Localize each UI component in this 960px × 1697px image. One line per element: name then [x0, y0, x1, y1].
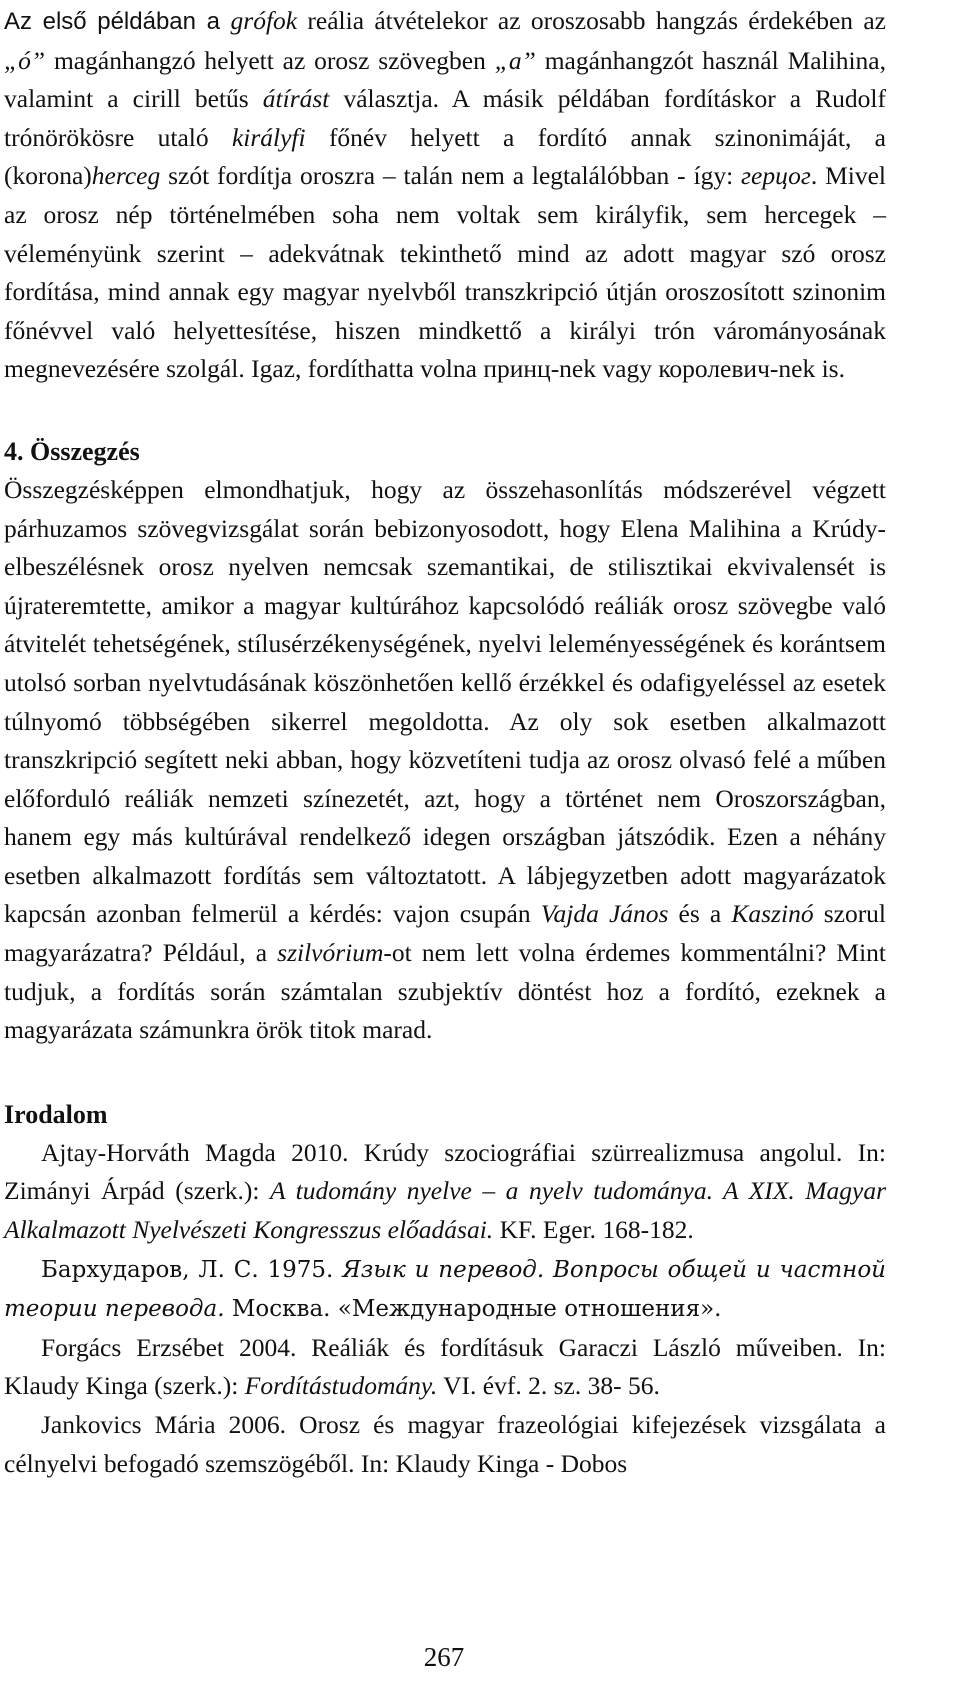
term-grofok: grófok	[230, 6, 298, 35]
intro-text: Igaz, fordíthatta volna	[244, 354, 484, 384]
intro-text: . Mivel az orosz nép történelmében soha nem voltak sem királyfik, sem hercegek – véleményünk szerint – adekvátnak tekinthető mind az adott magyar szó orosz fordítása, mind annak egy magyar nyelvből transzkripció útján oroszosított szinonim főnévvel való helyettesítése, hiszen mindkettő a királyi trón várományosának megnevezésére szolgál.	[4, 161, 886, 384]
intro-text: -nek vagy	[550, 354, 659, 384]
intro-text: magánhangzó helyett az orosz szövegben	[45, 45, 495, 75]
reference-title: Fordítástudomány.	[244, 1371, 438, 1401]
intro-text: -nek is.	[769, 354, 845, 384]
section-heading-summary: 4. Összegzés	[4, 436, 140, 466]
intro-text: főnév helyett a fordító annak szinonimáját, a (korona)	[4, 122, 886, 191]
term-korolevich: королевич	[658, 354, 770, 384]
intro-text: Az első példában a	[4, 8, 231, 35]
intro-text: magánhangzót használ Malihina, valamint a cirill betűs	[4, 45, 887, 114]
intro-text: reália átvételekor az oroszosabb hangzás érdekében az	[297, 6, 886, 35]
term-szilvorium: szilvórium	[277, 938, 384, 968]
summary-text: és a	[668, 899, 732, 929]
reference-text: Jankovics Mária 2006. Orosz és magyar frazeológiai kifejezések vizsgálata a célnyelvi befogadó szemszögéből. In: Klaudy Kinga - Dobos	[4, 1410, 886, 1478]
summary-text: szorul magyarázatra? Például, a	[4, 899, 887, 968]
reference-text: VI. évf. 2. sz. 38- 56.	[437, 1371, 660, 1401]
term-vajda-janos: Vajda János	[540, 899, 669, 929]
reference-text: KF. Eger. 168-182.	[493, 1215, 694, 1245]
summary-text: Összegzésképpen elmondhatjuk, hogy az összehasonlítás módszerével végzett párhuzamos szövegvizsgálat során bebizonyosodott, hogy Elena Malihina a Krúdy-elbeszélésnek orosz nyelven nemcsak szemantikai, de stilisztikai ekvivalensét is újrateremtette, amikor a magyar kultúrához kapcsolódó reáliák orosz szövegbe való átvitelét tehetségének, stílusérzékenységének, nyelvi leleményességének és korántsem utolsó sorban nyelvtudásának köszönhetően kellő érzékkel és odafigyeléssel az esetek túlnyomó többségében sikerrel megoldotta. Az oly sok esetben alkalmazott transzkripció segített neki abban, hogy közvetíteni tudja az orosz olvasó felé a műben előforduló reáliák nemzeti színezetét, azt, hogy a történet nem Oroszországban, hanem egy más kultúrával rendelkező idegen országban játszódik. Ezen a néhány esetben alkalmazott fordítás sem változtatott. A lábjegyzetben adott magyarázatok kapcsán azonban felmerül a kérdés: vajon csupán	[4, 474, 886, 929]
term-princ: принц	[483, 354, 551, 384]
summary-paragraph	[4, 471, 886, 1050]
term-atirast: átírást	[262, 84, 330, 114]
term-herceg: herceg	[91, 161, 161, 191]
term-gercog: герцог	[741, 161, 811, 191]
page-number: 267	[423, 1642, 465, 1672]
reference-entry	[4, 1329, 886, 1406]
reference-entry	[4, 1250, 886, 1329]
intro-paragraph	[4, 2, 886, 389]
document-page	[4, 0, 886, 1483]
summary-text: -ot nem lett volna érdemes kommentálni? Mint tudjuk, a fordítás során számtalan szubjektív döntést hoz a fordító, ezeknek a magyarázata számunkra örök titok marad.	[4, 938, 886, 1045]
reference-text: Ajtay-Horváth Magda 2010. Krúdy szociográfiai szürrealizmusa angolul. In: Zimányi Árpád (szerk.):	[4, 1137, 886, 1206]
letter-o: „ó”	[4, 45, 46, 75]
term-kiralyfi: királyfi	[231, 122, 306, 152]
term-kaszino: Kaszinó	[731, 899, 814, 929]
reference-text: Forgács Erzsébet 2004. Reáliák és fordításuk Garaczi László műveiben. In: Klaudy Kinga (szerk.):	[4, 1332, 886, 1401]
reference-entry	[4, 1134, 886, 1250]
reference-title: A tudomány nyelve – a nyelv tudománya. A XIX. Magyar Alkalmazott Nyelvészeti Kongresszus előadásai.	[4, 1176, 886, 1245]
section-heading-references: Irodalom	[4, 1099, 108, 1129]
reference-text: Москва. «Международные отношения».	[224, 1296, 722, 1323]
intro-text: szót fordítja oroszra – talán nem a legtalálóbban - így:	[160, 161, 742, 191]
reference-text: Бархударов, Л. С. 1975.	[41, 1256, 343, 1283]
reference-entry	[4, 1406, 886, 1483]
reference-title: Язык и перевод. Вопросы общей и частной теории перевода.	[4, 1256, 886, 1323]
letter-a: „a”	[494, 45, 536, 75]
intro-text: választja.	[329, 84, 440, 114]
intro-text: A másik példában fordításkor a Rudolf trónörökösre utaló	[4, 84, 886, 152]
